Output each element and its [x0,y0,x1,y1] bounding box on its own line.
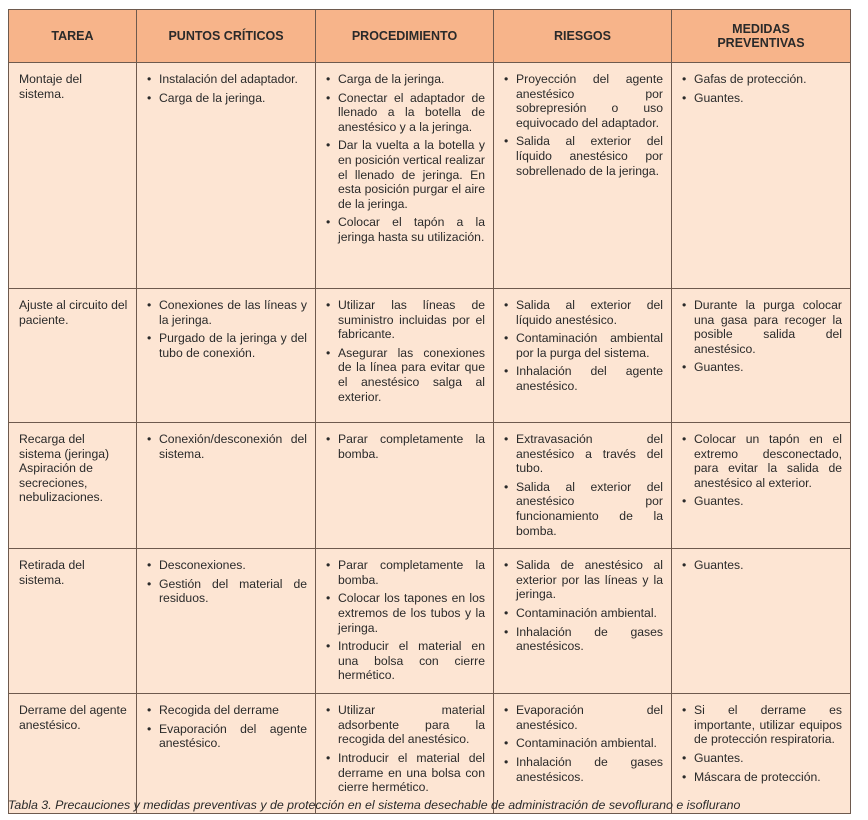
risks-cell [494,549,672,694]
list-item: • Colocar el tapón a la jeringa hasta su utilización. [326,215,485,244]
header-medidas-preventivas: MEDIDAS PREVENTIVAS [672,10,851,63]
list-item: • Extravasación del anestésico a través del tubo. [504,432,663,476]
measures-cell [672,289,851,423]
list-item: • Gafas de protección. [682,72,842,87]
risks-cell [494,289,672,423]
procedure-cell [316,694,494,814]
precautions-table [8,9,851,814]
table-row [9,63,851,289]
measures-cell [672,549,851,694]
critical-cell [137,63,316,289]
list-item: • Guantes. [682,91,842,106]
measures-list [682,703,842,784]
list-item: • Guantes. [682,751,842,766]
measures-list [682,432,842,509]
list-item: • Gestión del material de residuos. [147,577,307,606]
procedure-cell [316,549,494,694]
measures-cell [672,423,851,549]
header-riesgos: RIESGOS [494,10,672,63]
header-tarea: TAREA [9,10,137,63]
header-row [9,10,851,63]
procedure-cell [316,289,494,423]
list-item: • Evaporación del anestésico. [504,703,663,732]
task-cell: Retirada del sistema. [9,549,137,694]
critical-cell [137,549,316,694]
measures-list [682,298,842,375]
list-item: • Parar completamente la bomba. [326,432,485,461]
critical-cell [137,289,316,423]
critical-list [147,72,307,105]
risks-cell [494,423,672,549]
procedure-list [326,432,485,461]
measures-cell [672,63,851,289]
list-item: • Salida al exterior del líquido anestésico por sobrellenado de la jeringa. [504,134,663,178]
list-item: • Introducir el material en una bolsa con cierre hermético. [326,639,485,683]
table-row [9,694,851,814]
list-item: • Contaminación ambiental. [504,736,663,751]
list-item: • Proyección del agente anestésico por sobrepresión o uso equivocado del adaptador. [504,72,663,130]
list-item: • Evaporación del agente anestésico. [147,722,307,751]
table-caption: Tabla 3. Precauciones y medidas preventivas y de protección en el sistema desechable de administración de sevoflurano e isoflurano [8,798,741,812]
header-procedimiento: PROCEDIMIENTO [316,10,494,63]
task-cell: Derrame del agente anestésico. [9,694,137,814]
list-item: • Conexiones de las líneas y la jeringa. [147,298,307,327]
list-item: • Guantes. [682,558,842,573]
list-item: • Si el derrame es importante, utilizar equipos de protección respiratoria. [682,703,842,747]
list-item: • Conectar el adaptador de llenado a la botella de anestésico y a la jeringa. [326,91,485,135]
risks-cell [494,694,672,814]
list-item: • Contaminación ambiental. [504,606,663,621]
list-item: • Utilizar material adsorbente para la recogida del anestésico. [326,703,485,747]
list-item: • Desconexiones. [147,558,307,573]
list-item: • Máscara de protección. [682,770,842,785]
list-item: • Salida al exterior del anestésico por funcionamiento de la bomba. [504,480,663,538]
critical-list [147,298,307,360]
list-item: • Instalación del adaptador. [147,72,307,87]
risks-list [504,298,663,394]
list-item: • Introducir el material del derrame en una bolsa con cierre hermético. [326,751,485,795]
list-item: • Guantes. [682,360,842,375]
procedure-cell [316,423,494,549]
procedure-list [326,298,485,404]
list-item: • Contaminación ambiental por la purga del sistema. [504,331,663,360]
list-item: • Inhalación del agente anestésico. [504,364,663,393]
risks-list [504,703,663,784]
measures-cell [672,694,851,814]
list-item: • Salida de anestésico al exterior por las líneas y la jeringa. [504,558,663,602]
task-cell: Ajuste al circuito del paciente. [9,289,137,423]
critical-list [147,432,307,461]
procedure-list [326,72,485,245]
list-item: • Colocar un tapón en el extremo desconectado, para evitar la salida de anestésico al exterior. [682,432,842,490]
table-row [9,549,851,694]
critical-list [147,703,307,751]
critical-list [147,558,307,606]
critical-cell [137,423,316,549]
header-puntos-criticos: PUNTOS CRÍTICOS [137,10,316,63]
list-item: • Colocar los tapones en los extremos de los tubos y la jeringa. [326,591,485,635]
list-item: • Conexión/desconexión del sistema. [147,432,307,461]
procedure-list [326,558,485,683]
list-item: • Utilizar las líneas de suministro incluidas por el fabricante. [326,298,485,342]
list-item: • Asegurar las conexiones de la línea para evitar que el anestésico salga al exterior. [326,346,485,404]
list-item: • Purgado de la jeringa y del tubo de conexión. [147,331,307,360]
measures-list [682,72,842,105]
list-item: • Inhalación de gases anestésicos. [504,755,663,784]
table-row [9,289,851,423]
procedure-list [326,703,485,795]
critical-cell [137,694,316,814]
list-item: • Parar completamente la bomba. [326,558,485,587]
risks-list [504,558,663,654]
risks-cell [494,63,672,289]
risks-list [504,72,663,178]
list-item: • Recogida del derrame [147,703,307,718]
procedure-cell [316,63,494,289]
list-item: • Dar la vuelta a la botella y en posición vertical realizar el llenado de jeringa. En esta posición purgar el aire de la jeringa. [326,138,485,211]
table-row [9,423,851,549]
list-item: • Durante la purga colocar una gasa para recoger la posible salida del anestésico. [682,298,842,356]
list-item: • Carga de la jeringa. [326,72,485,87]
list-item: • Inhalación de gases anestésicos. [504,625,663,654]
list-item: • Guantes. [682,494,842,509]
measures-list [682,558,842,573]
list-item: • Carga de la jeringa. [147,91,307,106]
task-cell: Montaje del sistema. [9,63,137,289]
list-item: • Salida al exterior del líquido anestésico. [504,298,663,327]
task-cell: Recarga del sistema (jeringa) Aspiración de secreciones, nebulizaciones. [9,423,137,549]
risks-list [504,432,663,538]
